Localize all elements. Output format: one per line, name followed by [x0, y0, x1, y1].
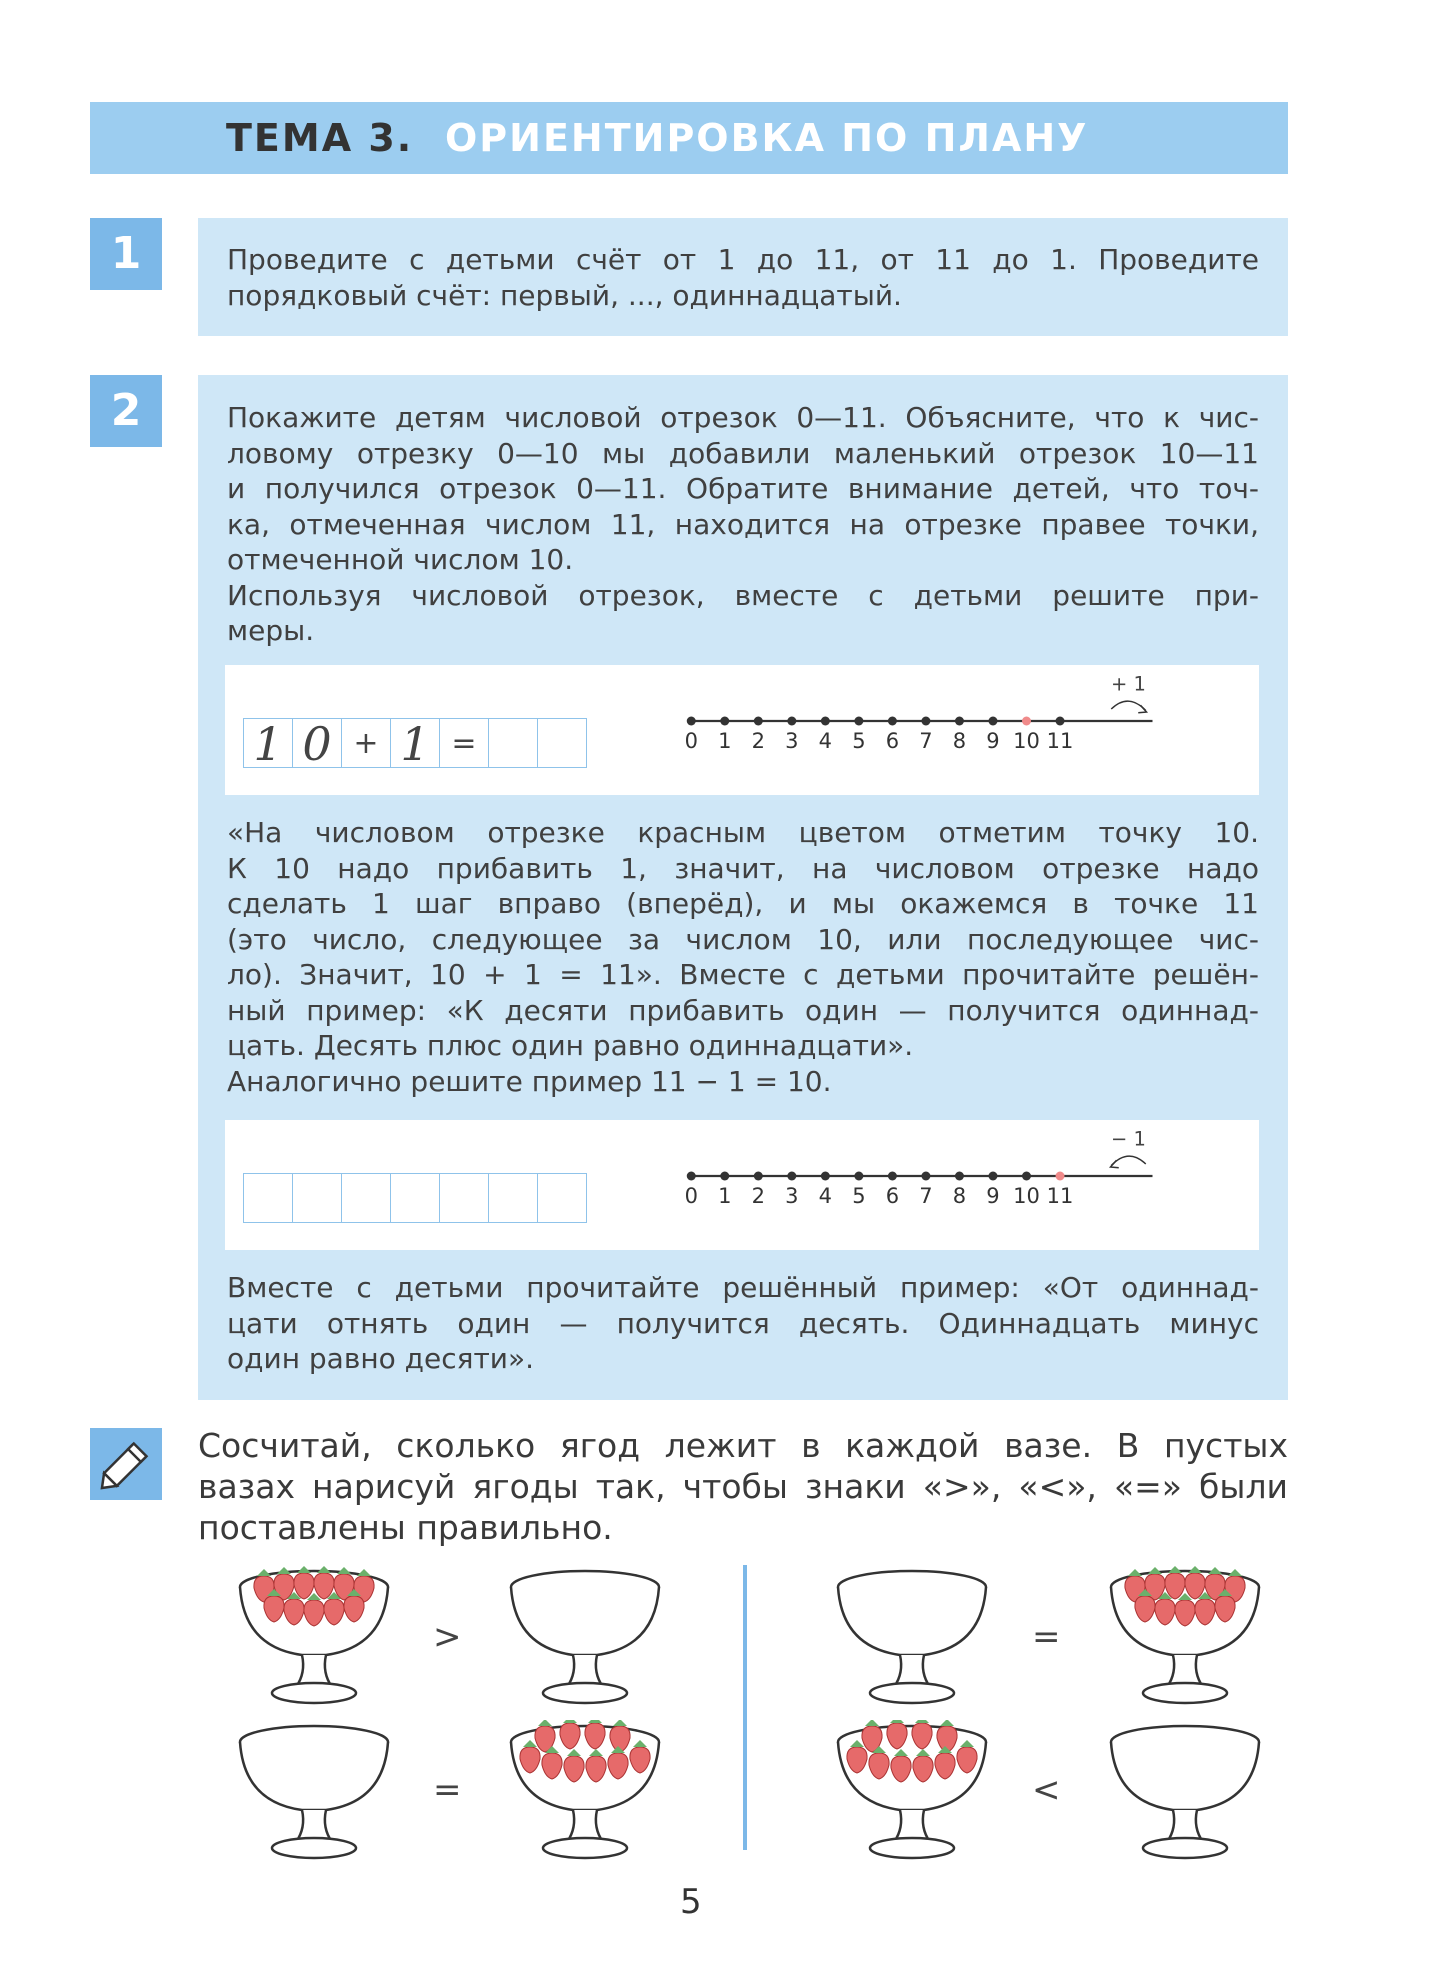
task-2-explain-line-3: сделать 1 шаг вправо (вперёд), и мы окажемся в точке 11 [227, 887, 1259, 920]
tick-label: 1 [718, 1184, 732, 1208]
task-2-final-line-2: цати отнять один — получится десять. Одиннадцать минус [227, 1307, 1259, 1340]
task-2-explain-line-2: К 10 надо прибавить 1, значит, на числовом отрезке надо [227, 852, 1259, 885]
number-line-point [720, 717, 729, 726]
tick-label: 9 [986, 1184, 1000, 1208]
vase-with-berries [1105, 1565, 1265, 1715]
answer-cell[interactable] [293, 1174, 342, 1222]
tick-label: 8 [952, 729, 967, 753]
number-line-2 [590, 1125, 1250, 1215]
task-2-final-line-1: Вместе с детьми прочитайте решённый пример: «От одиннад- [227, 1271, 1259, 1304]
number-line-point [754, 1172, 763, 1181]
tick-label: 8 [952, 1184, 967, 1208]
number-line-point [821, 717, 830, 726]
task-2-explain-line-6: ный пример: «К десяти прибавить один — получится одиннад- [227, 994, 1259, 1027]
pencil-icon [90, 1428, 162, 1500]
tick-label: 11 [1046, 1184, 1074, 1208]
number-line-point [1056, 717, 1065, 726]
tick-label: 2 [751, 729, 765, 753]
task-1-line-2: порядковый счёт: первый, ..., одиннадцатый. [227, 279, 902, 312]
number-line-point [821, 1172, 830, 1181]
number-line-point [854, 717, 863, 726]
task-2-explain-line-5: ло). Значит, 10 + 1 = 11». Вместе с детьми прочитайте решён- [227, 958, 1259, 991]
number-line-point [687, 717, 696, 726]
task-2-intro-line-5: отмеченной числом 10. [227, 543, 574, 576]
number-line-point [921, 717, 930, 726]
task-2-explain-line-4: (это число, следующее за числом 10, или последующее чис- [227, 923, 1259, 956]
page-number: 5 [680, 1882, 702, 1922]
tick-label: 9 [986, 729, 1000, 753]
number-line-point [720, 1172, 729, 1181]
tick-label: 3 [785, 729, 799, 753]
vase-empty[interactable] [505, 1565, 665, 1715]
arc-label: − 1 [1111, 1127, 1146, 1151]
vase-with-berries [234, 1565, 394, 1715]
answer-cell[interactable] [538, 719, 586, 767]
number-line-point [687, 1172, 696, 1181]
number-line-point [787, 717, 796, 726]
task-2-intro-line-3: и получился отрезок 0—11. Обратите внимание детей, что точ- [227, 472, 1259, 505]
task-2-explain-line-7: цать. Десять плюс один равно одиннадцати». [227, 1029, 914, 1062]
tick-label: 5 [852, 729, 866, 753]
task-3-line-3: поставлены правильно. [198, 1508, 613, 1547]
tick-label: 4 [818, 729, 833, 753]
task-2-intro-line-2: ловому отрезку 0—10 мы добавили маленький отрезок 10—11 [227, 437, 1259, 470]
task-2-intro-line-6: Используя числовой отрезок, вместе с детьми решите при- [227, 579, 1259, 612]
answer-cell[interactable] [244, 1174, 293, 1222]
answer-cell[interactable] [391, 1174, 440, 1222]
number-line-point [1022, 717, 1031, 726]
task-2-number: 2 [90, 375, 162, 447]
number-line-point [955, 717, 964, 726]
number-line-point [1022, 1172, 1031, 1181]
tick-label: 0 [684, 729, 698, 753]
tick-label: 6 [885, 729, 900, 753]
example-1-answer-cells [243, 717, 587, 771]
tick-label: 1 [718, 729, 732, 753]
vase-with-berries [505, 1720, 665, 1870]
tick-label: 2 [751, 1184, 765, 1208]
number-line-point [988, 717, 997, 726]
task-2-intro-line-4: ка, отмеченная числом 11, находится на отрезке правее точки, [227, 508, 1259, 541]
vase-with-berries [832, 1720, 992, 1870]
compare-sign: = [433, 1770, 462, 1810]
arc-label: + 1 [1111, 672, 1146, 696]
number-line-point [754, 717, 763, 726]
tick-label: 0 [684, 1184, 698, 1208]
task-2-final-line-3: один равно десяти». [227, 1342, 535, 1375]
number-line-point [1056, 1172, 1065, 1181]
tick-label: 5 [852, 1184, 866, 1208]
number-line-point [854, 1172, 863, 1181]
vase-empty[interactable] [832, 1565, 992, 1715]
task-3-line-1: Сосчитай, сколько ягод лежит в каждой вазе. В пустых [198, 1426, 1288, 1465]
tick-label: 4 [818, 1184, 833, 1208]
answer-cell[interactable]: = [440, 719, 489, 767]
number-line-point [888, 1172, 897, 1181]
answer-cell[interactable]: 1 [244, 719, 293, 767]
task-2-explain-line-1: «На числовом отрезке красным цветом отметим точку 10. [227, 816, 1259, 849]
task-2-intro-line-7: меры. [227, 614, 315, 647]
column-divider [743, 1565, 747, 1850]
answer-cell[interactable] [342, 1174, 391, 1222]
compare-sign: < [1032, 1770, 1061, 1810]
tick-label: 6 [885, 1184, 900, 1208]
answer-cell[interactable]: 1 [391, 719, 440, 767]
answer-cell[interactable] [489, 1174, 538, 1222]
tick-label: 3 [785, 1184, 799, 1208]
task-2-explain-line-8: Аналогично решите пример 11 − 1 = 10. [227, 1065, 832, 1098]
number-line-point [988, 1172, 997, 1181]
answer-cell[interactable] [440, 1174, 489, 1222]
tick-label: 7 [919, 1184, 933, 1208]
topic-label: ТЕМА 3. [226, 116, 414, 160]
task-2-intro-line-1: Покажите детям числовой отрезок 0—11. Объясните, что к чис- [227, 401, 1259, 434]
answer-cell[interactable] [538, 1174, 586, 1222]
vase-empty[interactable] [234, 1720, 394, 1870]
number-line-point [955, 1172, 964, 1181]
tick-label: 10 [1013, 729, 1040, 753]
task-1-number: 1 [90, 218, 162, 290]
answer-cell[interactable] [489, 719, 538, 767]
example-2-answer-cells [243, 1173, 587, 1223]
tick-label: 7 [919, 729, 933, 753]
tick-label: 11 [1046, 729, 1074, 753]
number-line-point [888, 717, 897, 726]
topic-title: ОРИЕНТИРОВКА ПО ПЛАНУ [445, 116, 1089, 160]
task-1-line-1: Проведите с детьми счёт от 1 до 11, от 11 до 1. Проведите [227, 243, 1259, 276]
compare-sign: = [1032, 1617, 1061, 1657]
number-line-1 [590, 670, 1250, 760]
task-3-line-2: вазах нарисуй ягоды так, чтобы знаки «>», «<», «=» были [198, 1467, 1288, 1506]
answer-cell[interactable]: + [342, 719, 391, 767]
number-line-point [921, 1172, 930, 1181]
answer-cell[interactable]: 0 [293, 719, 342, 767]
number-line-point [787, 1172, 796, 1181]
compare-sign: > [433, 1617, 462, 1657]
topic-header [90, 102, 1288, 174]
tick-label: 10 [1013, 1184, 1040, 1208]
vase-empty[interactable] [1105, 1720, 1265, 1870]
